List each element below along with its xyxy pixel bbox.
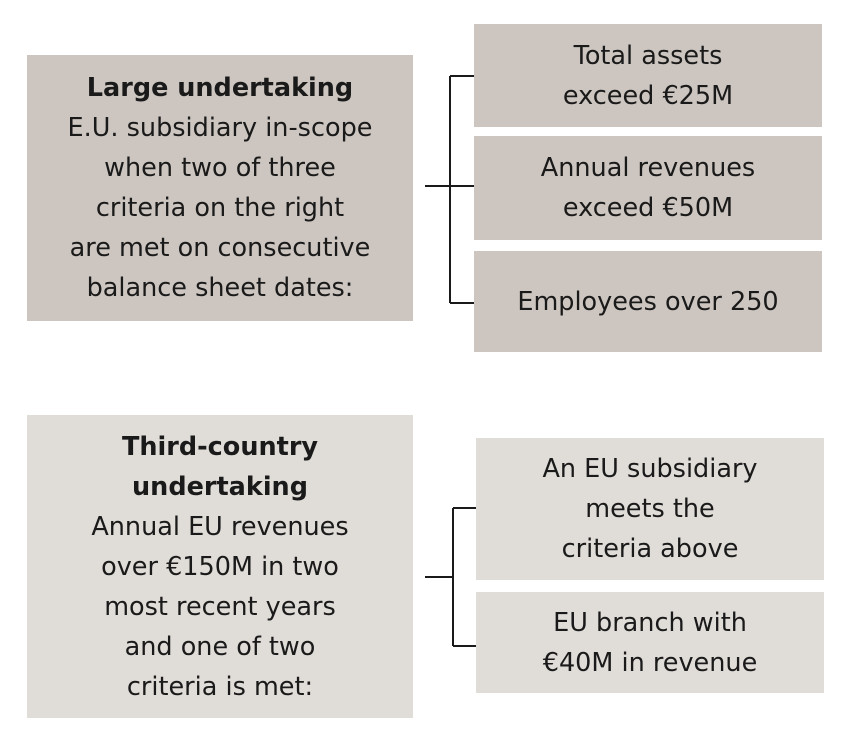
third-country-text-line: and one of two	[124, 631, 316, 662]
criterion-text-line: exceed €50M	[562, 193, 734, 223]
third-country-text-line: over €150M in two	[101, 551, 339, 582]
criterion-eu-branch	[476, 592, 824, 693]
large-undertaking-text-line: are met on consecutive	[69, 233, 371, 263]
criterion-text-line: Annual revenues	[540, 153, 756, 183]
large-undertaking-text-line: when two of three	[104, 153, 336, 183]
third-country-text-line: Annual EU revenues	[91, 511, 349, 542]
criterion-text-line: criteria above	[561, 534, 739, 564]
criterion-text-line: Total assets	[573, 40, 723, 71]
criterion-text-line: exceed €25M	[562, 80, 734, 111]
large-undertaking-text-line: balance sheet dates:	[86, 273, 354, 303]
criterion-text-line: An EU subsidiary	[542, 454, 758, 484]
third-country-title-line: Third-country	[121, 431, 319, 462]
third-country-text-line: criteria is met:	[126, 671, 314, 702]
third-country-undertaking-box	[27, 415, 413, 718]
large-undertaking-text-line: criteria on the right	[95, 193, 345, 223]
large-undertaking-title: Large undertaking	[86, 73, 354, 103]
criterion-employees	[474, 251, 822, 352]
criterion-text-line: EU branch with	[553, 607, 747, 638]
third-country-title-line: undertaking	[132, 471, 308, 502]
criterion-total-assets	[474, 24, 822, 127]
large-undertaking-box	[27, 55, 413, 321]
third-country-text-line: most recent years	[104, 591, 336, 622]
criterion-text-line: meets the	[585, 494, 715, 524]
criterion-text-line: €40M in revenue	[542, 647, 758, 678]
criterion-annual-revenues	[474, 136, 822, 240]
criterion-text-line: Employees over 250	[517, 286, 779, 317]
large-undertaking-text-line: E.U. subsidiary in-scope	[67, 113, 373, 143]
criterion-eu-subsidiary	[476, 438, 824, 580]
